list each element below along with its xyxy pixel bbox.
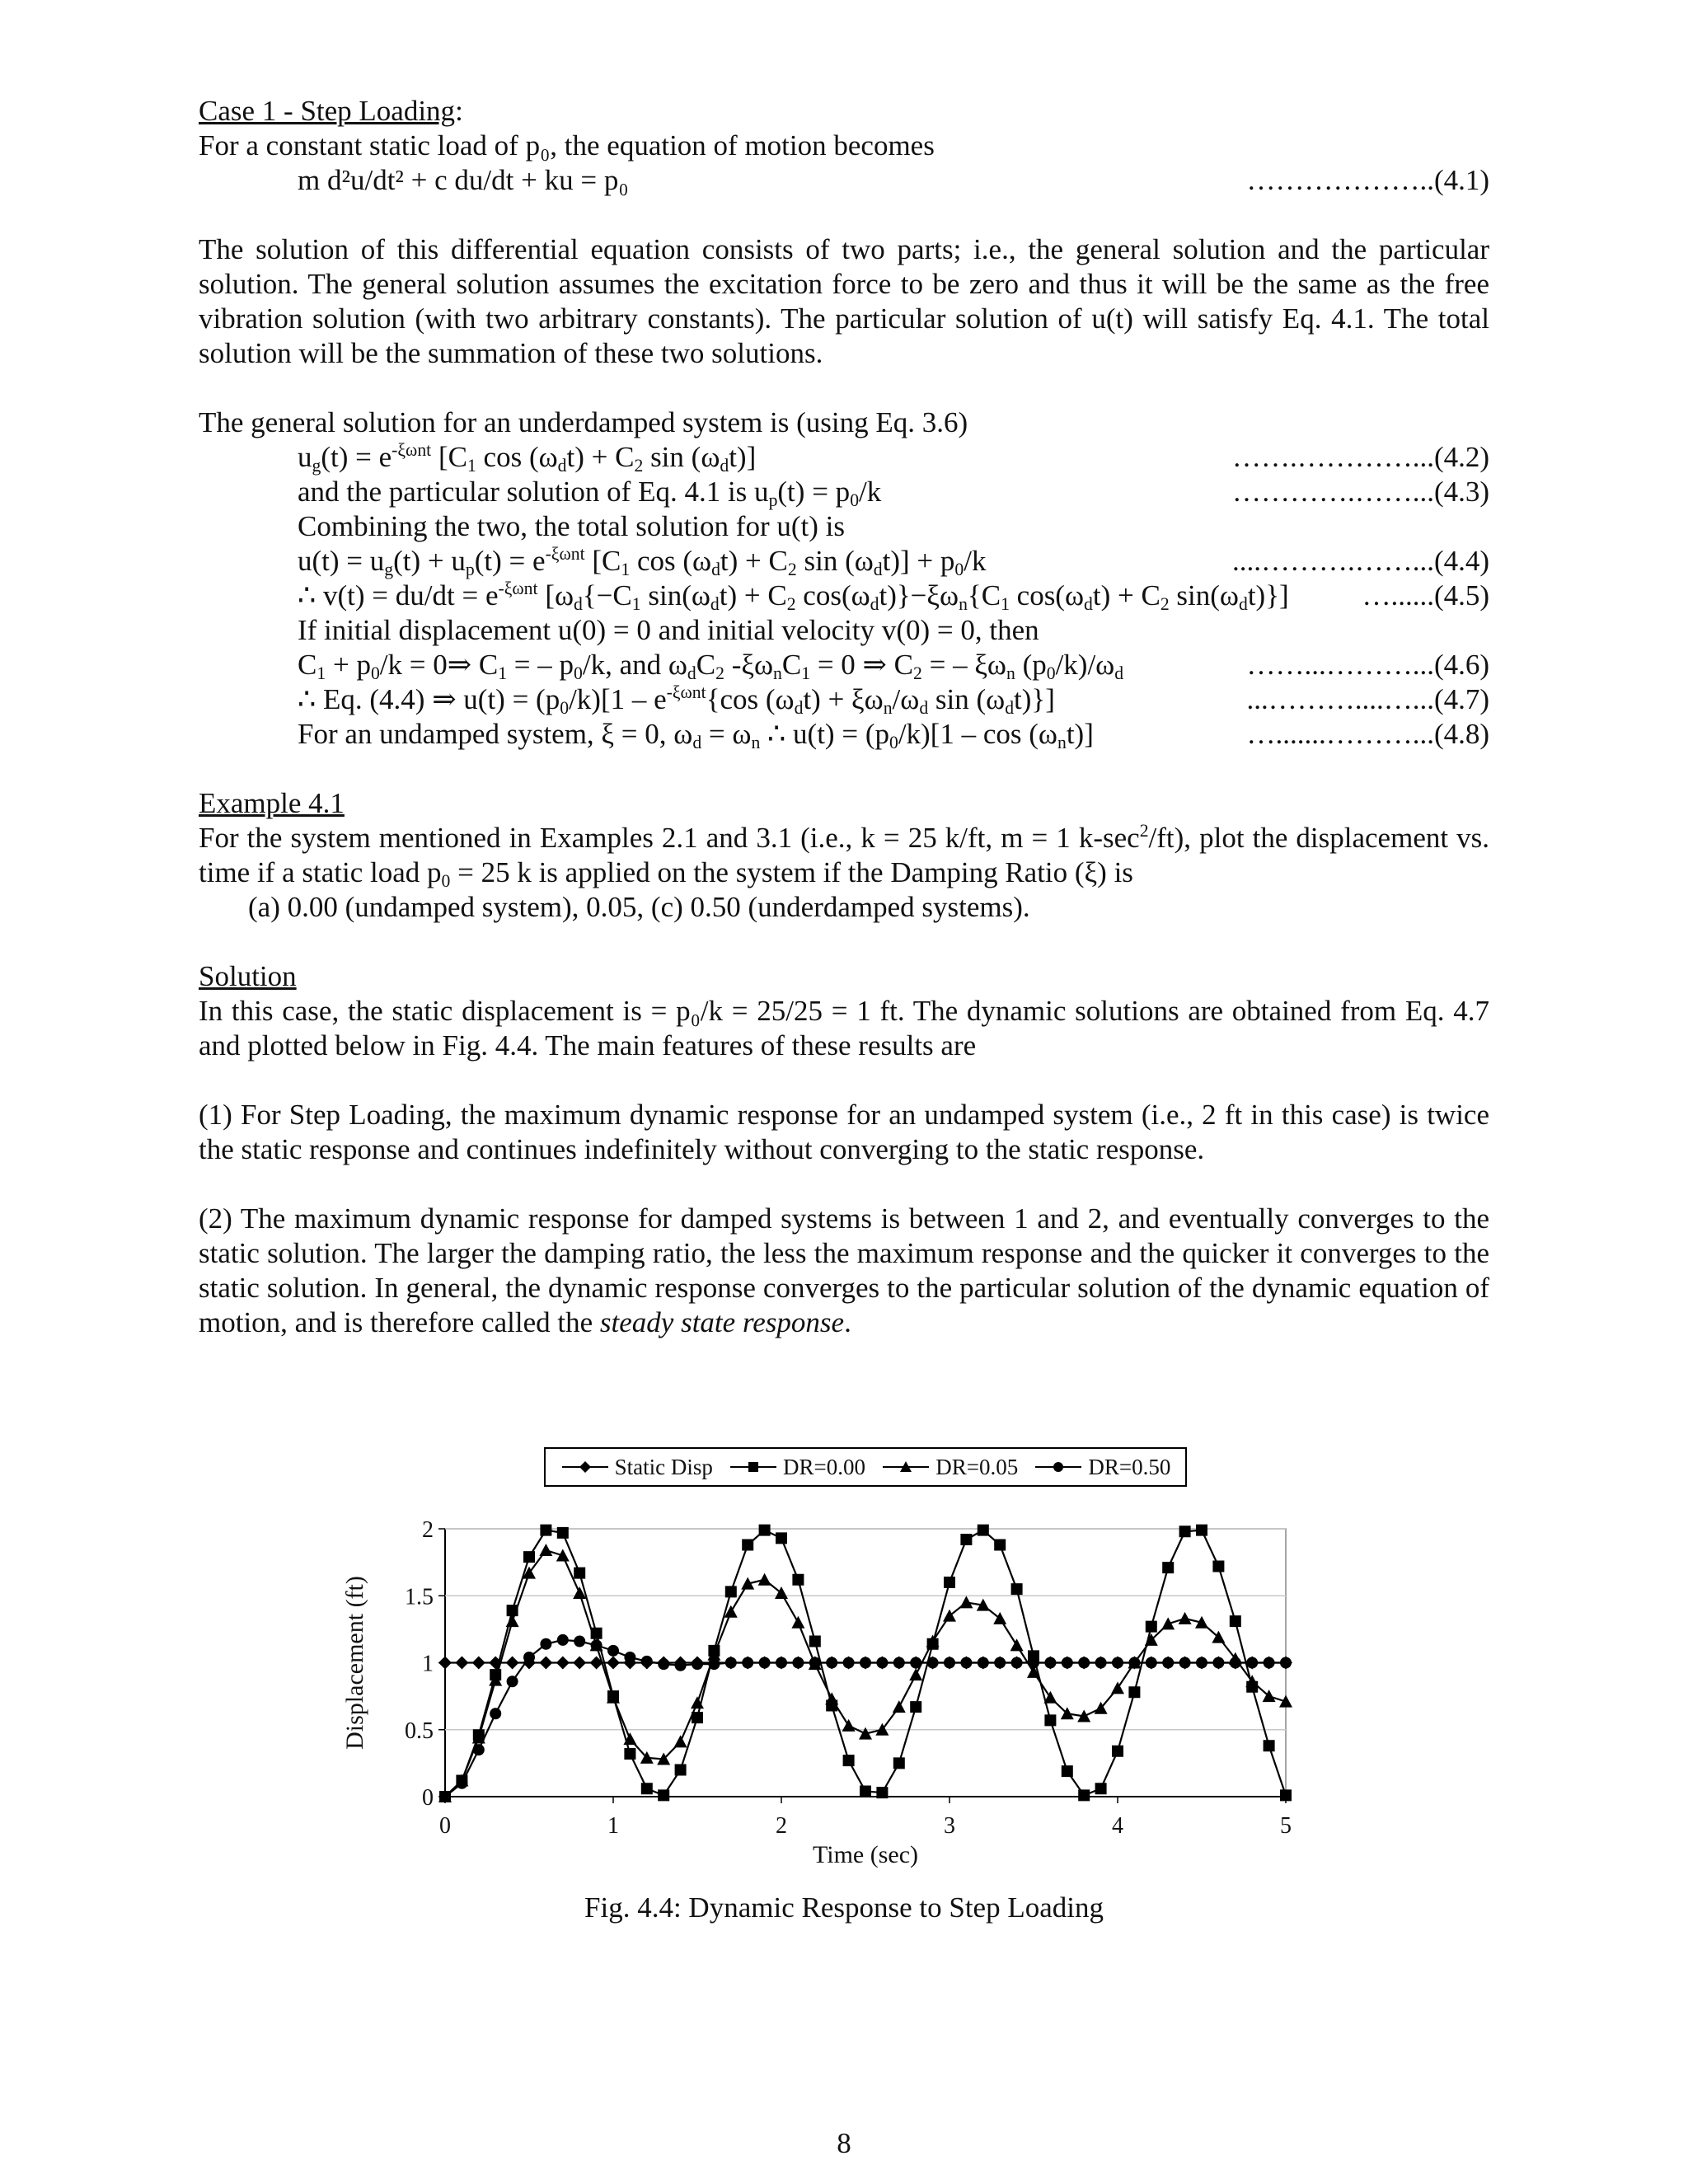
data-point-circle: [591, 1639, 603, 1651]
solution-heading: Solution: [199, 960, 297, 992]
data-point-square: [1179, 1526, 1191, 1537]
data-point-circle: [910, 1657, 921, 1669]
data-point-circle: [1044, 1657, 1056, 1669]
data-point-circle: [725, 1657, 737, 1669]
case-heading-line: [199, 94, 1489, 129]
data-point-square: [1078, 1789, 1090, 1801]
equation-4-4: [199, 544, 1489, 579]
data-point-circle: [1280, 1657, 1292, 1669]
data-point-square: [675, 1765, 687, 1776]
data-point-circle: [607, 1645, 619, 1657]
data-point-square: [776, 1532, 787, 1544]
data-point-circle: [927, 1657, 939, 1669]
page-content: [199, 94, 1489, 1340]
data-point-square: [742, 1540, 753, 1551]
data-point-diamond: [506, 1657, 519, 1670]
data-point-triangle: [909, 1668, 922, 1680]
data-point-triangle: [1279, 1695, 1292, 1708]
data-point-circle: [1078, 1657, 1090, 1669]
solution-intro: In this case, the static displacement is = p₀/k = 25/25 = 1 ft. The dynamic solutions are obtained from Eq. 4.7 and plotted below in Fig. 4.4. The main features of these results are: [199, 995, 1489, 1062]
data-point-circle: [759, 1657, 771, 1669]
data-point-circle: [843, 1657, 855, 1669]
data-point-triangle: [825, 1692, 838, 1704]
equation-4-8: [199, 717, 1489, 752]
case-heading-colon: :: [455, 95, 463, 127]
data-point-triangle: [539, 1544, 552, 1556]
data-point-triangle: [893, 1700, 906, 1713]
data-point-circle: [708, 1658, 720, 1670]
data-point-circle: [860, 1657, 871, 1669]
data-point-triangle: [1043, 1691, 1057, 1704]
equation-4-7-number: ...………....…...(4.7): [1246, 683, 1489, 715]
equation-4-1-number: ………………..(4.1): [1246, 164, 1489, 196]
data-point-diamond: [573, 1657, 586, 1670]
data-point-square: [1128, 1686, 1140, 1698]
data-point-circle: [792, 1657, 804, 1669]
intro-line: For a constant static load of p₀, the equation of motion becomes: [199, 129, 935, 162]
data-point-circle: [1146, 1657, 1157, 1669]
data-point-square: [809, 1636, 821, 1647]
data-point-circle: [1230, 1657, 1241, 1669]
data-point-triangle: [791, 1616, 804, 1629]
data-point-square: [624, 1748, 635, 1760]
data-point-square: [557, 1527, 569, 1539]
y-tick-label: 2: [422, 1517, 434, 1543]
x-axis-label: Time (sec): [812, 1841, 919, 1868]
data-point-circle: [574, 1636, 585, 1647]
data-point-diamond: [556, 1657, 570, 1670]
solution-point-2-end: .: [844, 1306, 851, 1338]
step-response-chart: [338, 1434, 1311, 1879]
general-solution-intro: The general solution for an underdamped system is (using Eq. 3.6): [199, 406, 968, 438]
data-point-triangle: [1010, 1638, 1024, 1651]
data-point-circle: [439, 1791, 451, 1802]
data-point-circle: [742, 1657, 753, 1669]
data-point-square: [994, 1540, 1006, 1551]
data-point-square: [540, 1525, 551, 1536]
equation-4-1: [199, 163, 1489, 198]
data-point-triangle: [959, 1596, 973, 1608]
data-point-square: [574, 1568, 585, 1579]
data-point-diamond: [607, 1657, 620, 1670]
equation-4-4-body: $u(t) = u_g(t) + u_p(t) = e^{-\xi\omega nt}$ [$C_1$ $\cos (\omega_dt) + C_2$ $\sin (\omega_dt)] + p_0/k$: [298, 544, 987, 579]
combining-line: Combining the two, the total solution for u(t) is: [298, 510, 845, 542]
data-point-square: [523, 1551, 535, 1563]
series-3: [439, 1634, 1292, 1802]
figure-caption: Fig. 4.4: Dynamic Response to Step Loading: [584, 1891, 1104, 1924]
data-point-circle: [1162, 1657, 1174, 1669]
data-point-square: [1264, 1740, 1275, 1751]
data-point-triangle: [842, 1719, 856, 1732]
data-point-square: [910, 1701, 921, 1713]
equation-4-1-body: m d²u/dt² + c du/dt + ku = p₀: [298, 164, 629, 196]
equation-4-8-body: For an undamped system, ξ = 0, $\omega_d = \omega_n$ ∴ $u(t) = (p_0/k)[1 - \cos (\omega_nt)]$: [298, 718, 1094, 752]
equation-4-2-number: …….…………...(4.2): [1231, 441, 1489, 473]
x-tick-label: 4: [1112, 1813, 1123, 1839]
data-point-square: [876, 1787, 888, 1798]
data-point-diamond: [539, 1657, 552, 1670]
page-number: 8: [837, 2127, 851, 2159]
equation-4-2-body: $u_g(t) = e^{-\xi\omega nt}$ [$C_1$ $\cos (\omega_dt) + C_2$ $\sin (\omega_dt)$]: [298, 440, 757, 476]
data-point-circle: [1128, 1657, 1140, 1669]
data-point-circle: [1062, 1657, 1073, 1669]
data-point-circle: [1196, 1657, 1207, 1669]
y-tick-label: 0: [422, 1785, 434, 1811]
example-cases: (a) 0.00 (undamped system), 0.05, (c) 0.50 (underdamped systems).: [248, 891, 1030, 923]
legend-label: Static Disp: [614, 1455, 713, 1479]
data-point-triangle: [556, 1549, 570, 1562]
data-point-circle: [1264, 1657, 1275, 1669]
y-axis-label: Displacement (ft): [341, 1576, 368, 1750]
x-tick-label: 0: [439, 1813, 451, 1839]
data-point-circle: [1028, 1657, 1039, 1669]
equation-4-5-number: …......(4.5): [1362, 579, 1489, 612]
data-point-square: [1146, 1621, 1157, 1633]
legend-label: DR=0.05: [935, 1455, 1019, 1479]
data-point-circle: [658, 1658, 669, 1670]
case-heading: Case 1 - Step Loading: [199, 95, 456, 127]
legend-label: DR=0.00: [783, 1455, 866, 1479]
equation-4-2: [199, 440, 1489, 475]
data-point-circle: [1095, 1657, 1107, 1669]
data-point-circle: [1212, 1657, 1224, 1669]
data-point-square: [1230, 1615, 1241, 1627]
data-point-square: [843, 1755, 855, 1766]
data-point-triangle: [1179, 1612, 1192, 1624]
data-point-square: [1196, 1525, 1207, 1536]
data-point-circle: [1112, 1657, 1123, 1669]
equation-4-4-number: ....……….……...(4.4): [1231, 545, 1489, 577]
data-point-circle: [456, 1778, 467, 1789]
data-point-triangle: [674, 1735, 687, 1747]
x-tick-label: 3: [944, 1813, 955, 1839]
equation-4-7-body: ∴ Eq. (4.4) ⇒ $u(t) = (p_0/k)[1 - e^{-\xi\omega nt}\{\cos$ $(\omega_dt) + \xi\omega_n/\omega_d$ $\sin (\omega_dt)$}]: [298, 682, 1055, 718]
data-point-circle: [809, 1657, 821, 1669]
data-point-square: [1044, 1714, 1056, 1726]
solution-point-1: (1) For Step Loading, the maximum dynamic response for an undamped system (i.e., 2 ft in this case) is twice the static response and continues indefinitely without converging to the static response.: [199, 1099, 1489, 1165]
data-point-circle: [776, 1657, 787, 1669]
data-point-circle: [1246, 1657, 1258, 1669]
data-point-circle: [994, 1657, 1006, 1669]
x-tick-label: 5: [1280, 1813, 1292, 1839]
data-point-circle: [523, 1652, 535, 1663]
data-point-diamond: [472, 1657, 485, 1670]
data-point-circle: [960, 1657, 972, 1669]
data-point-square: [1162, 1562, 1174, 1573]
equation-4-5-body: ∴ $v(t) = du/dt = e^{-\xi\omega nt}$ [$\omega_d\{-C_1$ $\sin(\omega_dt) + C_2$ $\cos(\omega_dt)\}-\xi\omega_n\{C_1$ $\cos(\omega_dt) + C_2$ $\sin(\omega_dt)$}]: [298, 579, 1289, 614]
data-point-circle: [944, 1657, 955, 1669]
data-point-triangle: [1161, 1617, 1175, 1629]
data-point-circle: [1179, 1657, 1191, 1669]
solution-parts-paragraph: The solution of this differential equation consists of two parts; i.e., the general solution and the particular solution. The general solution assumes the excitation force to be zero and thus it will be the same as the free vibration solution (with two arbitrary constants). The particular solution of u(t) will satisfy Eq. 4.1. The total solution will be the summation of these two solutions.: [199, 233, 1489, 369]
data-point-circle: [692, 1658, 703, 1670]
solution-point-2: [199, 1202, 1489, 1340]
data-point-circle: [675, 1660, 687, 1671]
data-point-circle: [826, 1657, 837, 1669]
data-point-square: [1062, 1765, 1073, 1777]
equation-4-3-body: and the particular solution of Eq. 4.1 is $u_p(t) = p_0/k$: [298, 476, 882, 510]
equation-4-8-number: ….......………...(4.8): [1246, 718, 1489, 750]
data-point-circle: [624, 1652, 635, 1663]
data-point-square: [978, 1525, 989, 1536]
data-point-square: [759, 1525, 771, 1536]
example-statement: For the system mentioned in Examples 2.1 and 3.1 (i.e., k = 25 k/ft, m = 1 $k-\sec^2/ft$), plot the displacement vs. time if a static load $p_0 = 25$ k is applied on the system if the Damping Ratio (ξ) is: [199, 821, 1490, 891]
x-tick-label: 2: [776, 1813, 787, 1839]
data-point-circle: [893, 1657, 905, 1669]
data-point-circle: [473, 1744, 485, 1755]
data-point-circle: [876, 1657, 888, 1669]
y-tick-label: 1: [422, 1651, 434, 1677]
data-point-square: [860, 1786, 871, 1797]
data-point-triangle: [758, 1573, 771, 1586]
example-heading: Example 4.1: [199, 787, 345, 819]
data-point-square: [1011, 1583, 1023, 1595]
data-point-square: [725, 1586, 737, 1597]
data-point-square: [1112, 1746, 1123, 1757]
legend-label: DR=0.50: [1088, 1455, 1171, 1479]
data-point-triangle: [506, 1615, 519, 1627]
steady-state-term: steady state response: [599, 1306, 845, 1338]
data-point-circle: [490, 1708, 501, 1719]
data-point-square: [641, 1783, 653, 1794]
data-point-square: [1280, 1789, 1292, 1801]
data-point-square: [792, 1574, 804, 1586]
y-tick-label: 0.5: [405, 1718, 434, 1744]
data-point-triangle: [1111, 1681, 1124, 1694]
data-point-circle: [507, 1675, 518, 1687]
data-point-square: [960, 1534, 972, 1545]
series-line: [445, 1550, 1286, 1797]
equation-4-3: [199, 475, 1489, 509]
equation-4-3-number: ………….……...(4.3): [1231, 476, 1489, 508]
data-point-square: [1212, 1561, 1224, 1572]
data-point-diamond: [455, 1657, 468, 1670]
data-point-circle: [557, 1634, 569, 1646]
data-point-diamond: [438, 1657, 452, 1670]
equation-4-6-number: ……...………...(4.6): [1246, 649, 1489, 681]
equation-4-6-body: $C_1 + p_0/k$ = 0⇒ $C_1$ = – $p_0/k$, and $\omega_dC_2$ $-\xi\omega_nC_1 = 0$ ⇒ $C_2$ = – $\xi\omega_n$ $(p_0/k)/\omega_d$: [298, 649, 1124, 683]
x-tick-label: 1: [607, 1813, 619, 1839]
data-point-square: [944, 1577, 955, 1588]
data-point-circle: [641, 1656, 653, 1667]
data-point-square: [658, 1789, 669, 1801]
data-point-circle: [1011, 1657, 1023, 1669]
solution-point-2-text: (2) The maximum dynamic response for damped systems is between 1 and 2, and eventually converges to the static solution. The larger the damping ratio, the less the maximum response and the quicker it converges to the static solution. In general, the dynamic response converges to the particular solution of the dynamic equation of motion, and is therefore called the: [199, 1202, 1489, 1338]
data-point-square: [1095, 1783, 1107, 1794]
initial-conditions-line: If initial displacement u(0) = 0 and initial velocity v(0) = 0, then: [298, 614, 1039, 646]
equation-4-7: [199, 682, 1489, 717]
equation-4-6: [199, 648, 1489, 682]
data-point-circle: [540, 1638, 551, 1650]
y-tick-label: 1.5: [405, 1584, 434, 1610]
equation-4-5: [199, 579, 1489, 613]
data-point-circle: [978, 1657, 989, 1669]
data-point-square: [893, 1757, 905, 1769]
